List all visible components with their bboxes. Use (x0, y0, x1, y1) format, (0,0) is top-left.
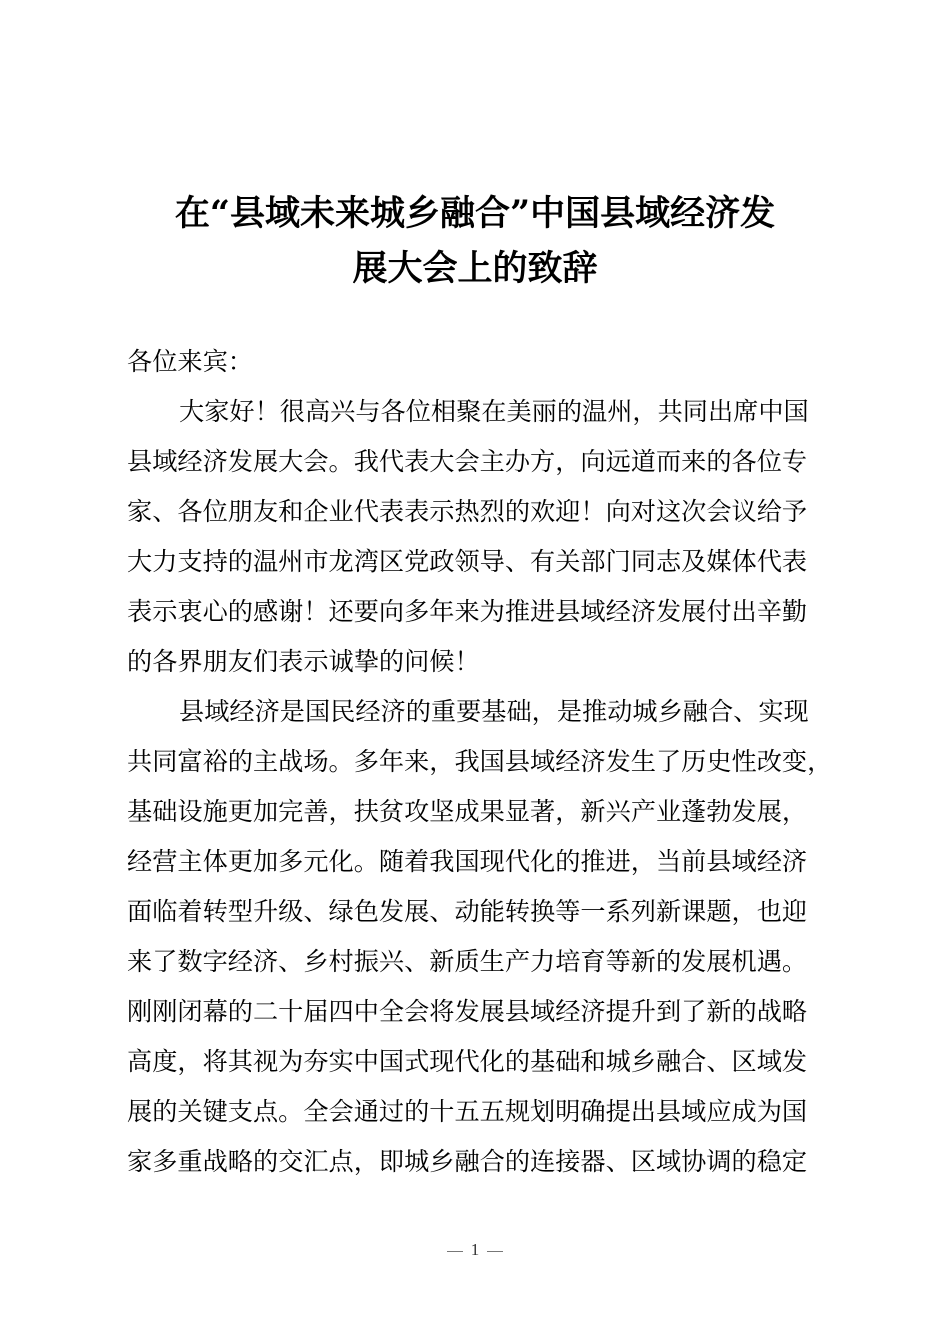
paragraph-line: 共同富裕的主战场。多年来，我国县域经济发生了历史性改变， (127, 747, 833, 776)
paragraph-line: 大家好！很高兴与各位相聚在美丽的温州，共同出席中国 (179, 397, 809, 426)
paragraph-2 (127, 687, 847, 1187)
paragraph-line: 大力支持的温州市龙湾区党政领导、有关部门同志及媒体代表 (127, 547, 808, 576)
title-line-1: 在“县域未来城乡融合”中国县域经济发 (174, 193, 776, 234)
paragraph-line: 基础设施更加完善，扶贫攻坚成果显著，新兴产业蓬勃发展， (127, 797, 808, 826)
paragraph-line: 家多重战略的交汇点，即城乡融合的连接器、区域协调的稳定 (127, 1147, 808, 1176)
paragraph-line: 家、各位朋友和企业代表表示热烈的欢迎！向对这次会议给予 (127, 497, 808, 526)
paragraph-line: 面临着转型升级、绿色发展、动能转换等一系列新课题，也迎 (127, 897, 808, 926)
page-footer (0, 1240, 950, 1260)
salutation: 各位来宾： (127, 347, 253, 376)
paragraph-line: 经营主体更加多元化。随着我国现代化的推进，当前县域经济 (127, 847, 808, 876)
paragraph-line: 县域经济是国民经济的重要基础，是推动城乡融合、实现 (179, 697, 809, 726)
document-body (127, 337, 847, 1187)
paragraph-1 (127, 387, 847, 687)
page-number: 1 (470, 1240, 480, 1259)
paragraph-line: 高度，将其视为夯实中国式现代化的基础和城乡融合、区域发 (127, 1047, 808, 1076)
paragraph-line: 展的关键支点。全会通过的十五五规划明确提出县域应成为国 (127, 1097, 808, 1126)
document-title (100, 186, 850, 296)
title-line-2: 展大会上的致辞 (352, 248, 598, 289)
paragraph-line: 表示衷心的感谢！还要向多年来为推进县域经济发展付出辛勤 (127, 597, 808, 626)
dash-left (447, 1251, 463, 1252)
paragraph-line: 县域经济发展大会。我代表大会主办方，向远道而来的各位专 (127, 447, 808, 476)
paragraph-line: 刚刚闭幕的二十届四中全会将发展县域经济提升到了新的战略 (127, 997, 808, 1026)
paragraph-line: 来了数字经济、乡村振兴、新质生产力培育等新的发展机遇。 (127, 947, 808, 976)
dash-right (487, 1251, 503, 1252)
paragraph-line: 的各界朋友们表示诚挚的问候！ (127, 647, 480, 676)
